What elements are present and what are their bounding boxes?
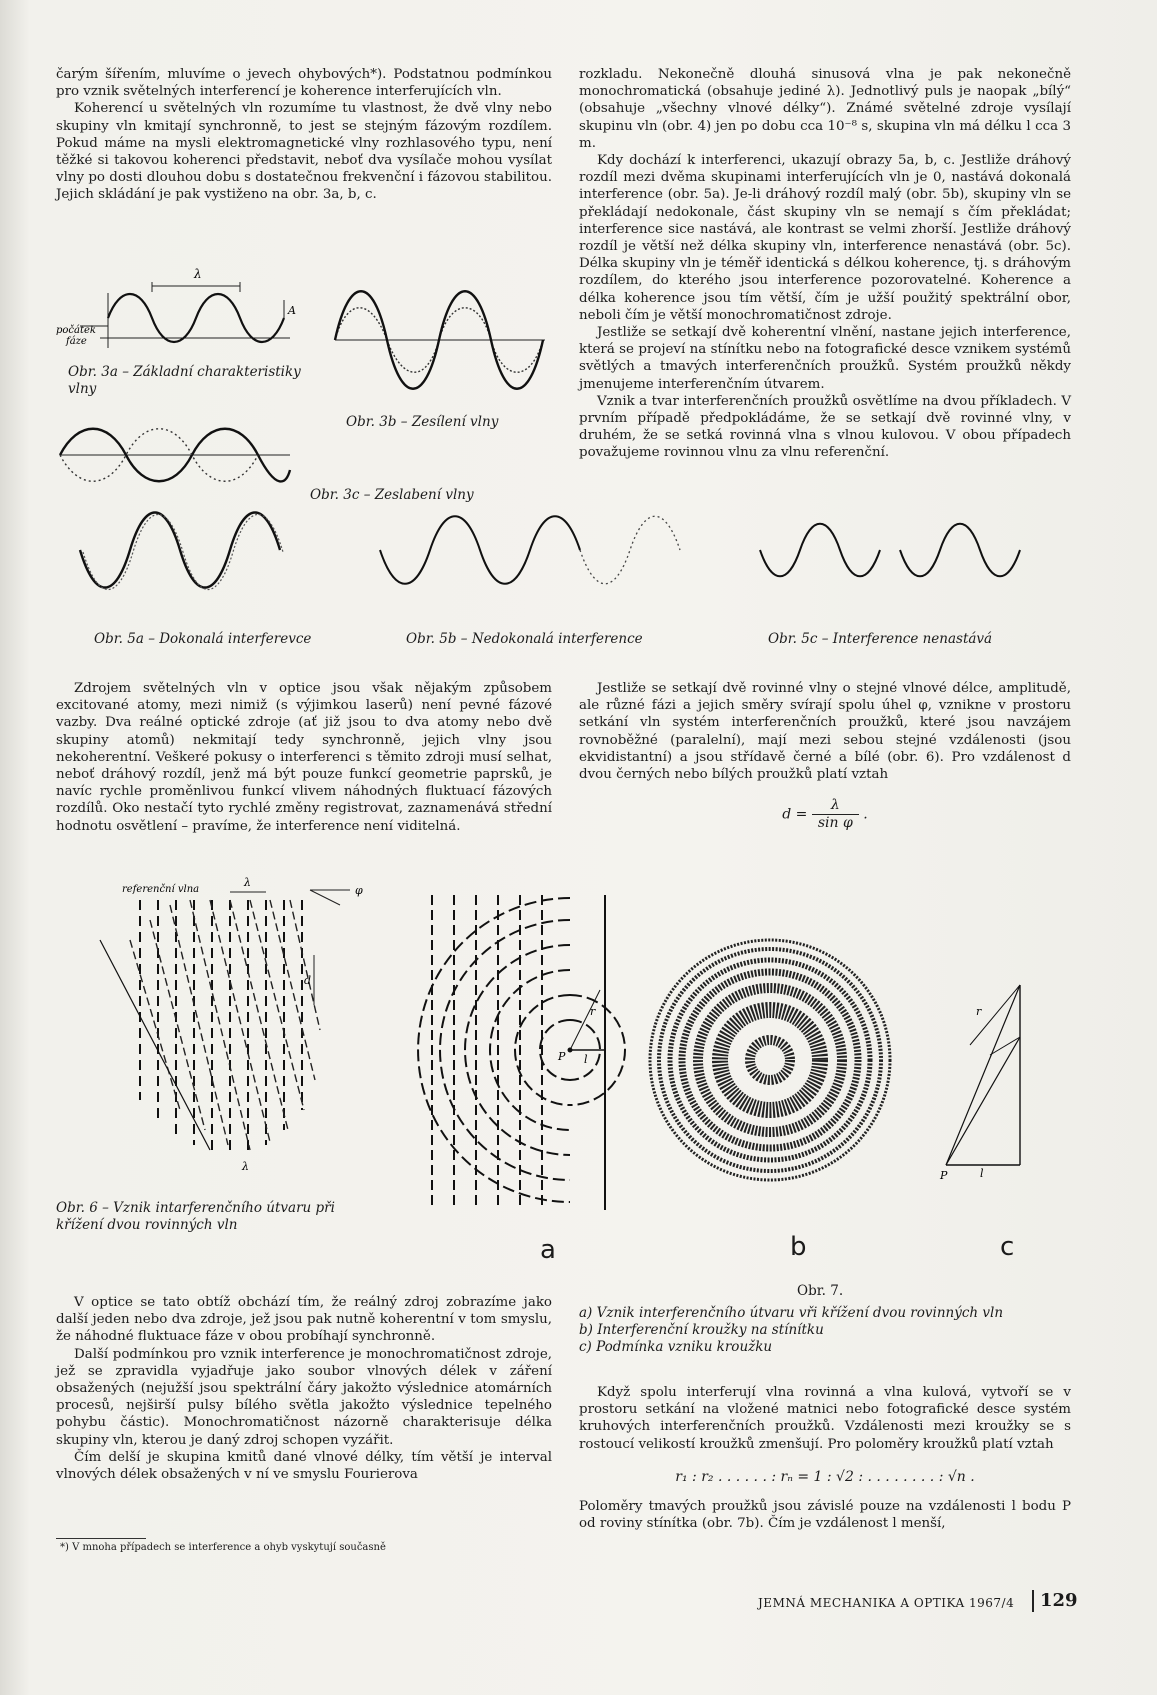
text-column-right-top: [579, 66, 1071, 462]
paragraph: Zdrojem světelných vln v optice jsou však nějakým způsobem excitované atomy, mezi nimiž (s výjimkou laserů) není pevné fázové vazby. Dva reálné optické zdroje (ať již jsou to dva atomy nebo dvě skupiny atomů) nekmitají tedy synchronně, jejich vlny jsou nekoherentní. Veškeré pokusy o interferenci s těmito zdroji musí selhat, neboť dráhový rozdíl, jenž má být pouze funkcí geometrie paprsků, je navíc rychle proměnlivou funkcí vlivem náhodných fluktuací fázových rozdílů. Oko nestačí tyto rychlé změny registrovat, zaznamenává střední hodnotu osvětlení – pravíme, že interference není viditelná.: [56, 681, 552, 834]
footnote-rule: [56, 1538, 146, 1539]
figure-label-c: c: [1000, 1232, 1015, 1262]
caption-7-item: c) Podmínka vzniku kroužku: [579, 1339, 773, 1355]
phase-start-label-2: fáze: [66, 336, 87, 347]
amplitude-label: A: [288, 304, 296, 317]
paragraph: Když spolu interferují vlna rovinná a vlna kulová, vytvoří se v prostoru setkání na vložené matnici nebo fotografické desce systém kruhových interferenčních proužků. Vzdálenosti mezi kroužky se s rostoucí velikostí kroužků zmenšují. Pro poloměry kroužků platí vztah: [579, 1385, 1071, 1452]
figure-5-waves: [80, 540, 1130, 610]
figure-3a: [56, 267, 300, 358]
caption-7-item: a) Vznik interferenčního útvaru vři křížení dvou rovinných vln: [579, 1305, 1004, 1321]
formula-radii: r₁ : r₂ . . . . . . : rₙ = 1 : √2 : . . . . . . . . : √n .: [675, 1468, 975, 1485]
d-label: d: [304, 974, 312, 987]
caption-5c: Obr. 5c – Interference nenastává: [768, 631, 993, 647]
caption-5b: Obr. 5b – Nedokonalá interference: [406, 631, 643, 647]
r-label: r: [590, 1005, 596, 1018]
lambda-label: λ: [244, 876, 251, 889]
paragraph: Kdy dochází k interferenci, ukazují obrazy 5a, b, c. Jestliže dráhový rozdíl mezi dvěma skupinami interferujících vln je 0, nastává dokonalá interference (obr. 5a). Je-li dráhový rozdíl malý (obr. 5b), skupiny vln se překládají nedokonale, část skupiny vln se nemají s čím překládat; interference sice nastává, ale kontrast se velmi zhorší. Jestliže dráhový rozdíl je větší než délka skupiny vln, interference nenastává (obr. 5c). Délka skupiny vln je téměř identická s délkou koherence, tj. s dráhovým rozdílem, do kterého jsou interference pozorovatelné. Koherence a délka koherence jsou tím větší, čím je užší použitý spektrální obor, neboli čím je větší monochromatičnost zdroje.: [579, 153, 1071, 323]
formula-fraction: [812, 797, 859, 832]
paragraph: Koherencí u světelných vln rozumíme tu vlastnost, že dvě vlny nebo skupiny vln kmitají synchronně, to jest se stejným fázovým rozdílem. Pokud máme na mysli elektromagnetické vlny rozhlasového typu, není těžké si takovou koherenci představit, neboť dva vysílače mohou vysílat vlny po dosti dlouhou dobu s dostatečnou frekvenční i fázovou stabilitou. Jejich skládání je pak vystiženo na obr. 3a, b, c.: [56, 101, 552, 203]
caption-3c: Obr. 3c – Zeslabení vlny: [310, 487, 474, 503]
caption-6: Obr. 6 – Vznik intarferenčního útvaru při křížení dvou rovinných vln: [56, 1200, 335, 1233]
text-column-left-mid: [56, 680, 552, 835]
lambda-bottom-label: λ: [242, 1160, 249, 1173]
paragraph: Jestliže se setkají dvě koherentní vlnění, nastane jejich interference, která se projeví na stínítku nebo na fotografické desce vznikem systémů světlých a tmavých interferenčních proužků. Systém proužků někdy jmenujeme interferenčním útvarem.: [579, 325, 1071, 392]
paragraph: Poloměry tmavých proužků jsou závislé pouze na vzdálenosti l bodu P od roviny stínítka (obr. 7b). Čím je vzdálenost l menší,: [579, 1499, 1071, 1532]
figure-3b: [335, 275, 545, 405]
formula-lhs: d =: [782, 806, 808, 823]
phi-label: φ: [355, 884, 363, 897]
footer-divider: [1032, 1590, 1034, 1612]
point-p-label: P: [558, 1050, 566, 1063]
page-number: 129: [1040, 1590, 1078, 1611]
paragraph: Čím delší je skupina kmitů dané vlnové délky, tím větší je interval vlnových délek obsažených v ní ve smyslu Fourierova: [56, 1449, 552, 1483]
figure-7a: [420, 895, 630, 1215]
paragraph: Vznik a tvar interferenčních proužků osvětlíme na dvou příkladech. V prvním případě předpokládáme, že se setkají dvě rovinné vlny, v druhém, že se setká rovinná vlna s vlnou kulovou. V obou případech považujeme rovinnou vlnu za vlnu referenční.: [579, 393, 1071, 461]
paragraph: Jestliže se setkají dvě rovinné vlny o stejné vlnové délce, amplitudě, ale různé fázi a jejich směry svírají spolu úhel φ, vznikne v prostoru setkání vln systém interferenčních proužků, které jsou navzájem rovnoběžné (paralelní), mají mezi sebou stejné vzdálenosti (jsou ekvidistantní) a jsou střídavě černé a bílé (obr. 6). Pro vzdálenost d dvou černých nebo bílých proužků platí vztah: [579, 681, 1071, 783]
formula-end: .: [863, 806, 868, 823]
figure-label-a: a: [540, 1235, 556, 1265]
reference-wave-label: referenční vlna: [122, 884, 200, 895]
phase-start-label: počátek: [56, 325, 96, 336]
figure-3c: [60, 415, 290, 505]
caption-7-item: b) Interferenční kroužky na stínítku: [579, 1322, 824, 1338]
paragraph: čarým šířením, mluvíme o jevech ohybových*). Podstatnou podmínkou pro vznik světelných interferencí je koherence interferujících vln.: [56, 67, 552, 100]
paragraph: rozkladu. Nekonečně dlouhá sinusová vlna je pak nekonečně monochromatická (obsahuje jediné λ). Jednotlivý puls je naopak „bílý“ (obsahuje „všechny vlnové délky“). Známé světelné zdroje vysílají skupinu vln (obr. 4) jen po dobu cca 10⁻⁸ s, skupina vln má délku l cca 3 m.: [579, 67, 1071, 151]
caption-3a: Obr. 3a – Základní charakteristiky vlny: [68, 364, 301, 397]
r-label-c: r: [976, 1005, 982, 1018]
figure-7b: [660, 900, 890, 1200]
paragraph: V optice se tato obtíž obchází tím, že reálný zdroj zobrazíme jako další jeden nebo dva zdroje, jež jsou pak nutně koherentní v tom smyslu, že náhodné fluktuace fáze v obou probíhají synchronně.: [56, 1295, 552, 1345]
l-label: l: [584, 1053, 588, 1066]
figure-label-b: b: [790, 1232, 807, 1262]
l-label-c: l: [980, 1167, 984, 1180]
caption-7-list: [579, 1305, 1071, 1356]
paragraph: Další podmínkou pro vznik interference je monochromatičnost zdroje, jež se zpravidla vyjadřuje jako soubor vlnových délek v záření obsažených (nejužší jsou spektrální čáry jakožto výslednice atomárních procesů, nejširší pulsy bílého světla jakožto výslednice tepelného pohybu částic). Monochromatičnost názorně charakterisuje délka skupiny vln, kterou je daný zdroj schopen vyzářit.: [56, 1346, 552, 1448]
caption-7-title: Obr. 7.: [797, 1283, 844, 1299]
text-column-left-top: [56, 66, 552, 204]
figure-6: [100, 876, 380, 1180]
text-column-right-bottom: [579, 1384, 1071, 1532]
point-p-label-c: P: [940, 1169, 948, 1182]
formula-numerator: λ: [812, 797, 859, 815]
journal-footer: JEMNÁ MECHANIKA A OPTIKA 1967/4: [758, 1596, 1015, 1610]
footnote: *) V mnoha případech se interference a ohyb vyskytují současně: [60, 1542, 386, 1553]
formula-d: [579, 797, 1071, 832]
text-column-right-mid: [579, 680, 1071, 843]
caption-5a: Obr. 5a – Dokonalá interferevce: [94, 631, 312, 647]
lambda-label: λ: [194, 267, 202, 281]
formula-denominator: sin φ: [817, 815, 853, 832]
caption-3b: Obr. 3b – Zesílení vlny: [346, 414, 499, 430]
figure-7c: [940, 985, 1030, 1182]
text-column-left-bottom: [56, 1294, 552, 1483]
